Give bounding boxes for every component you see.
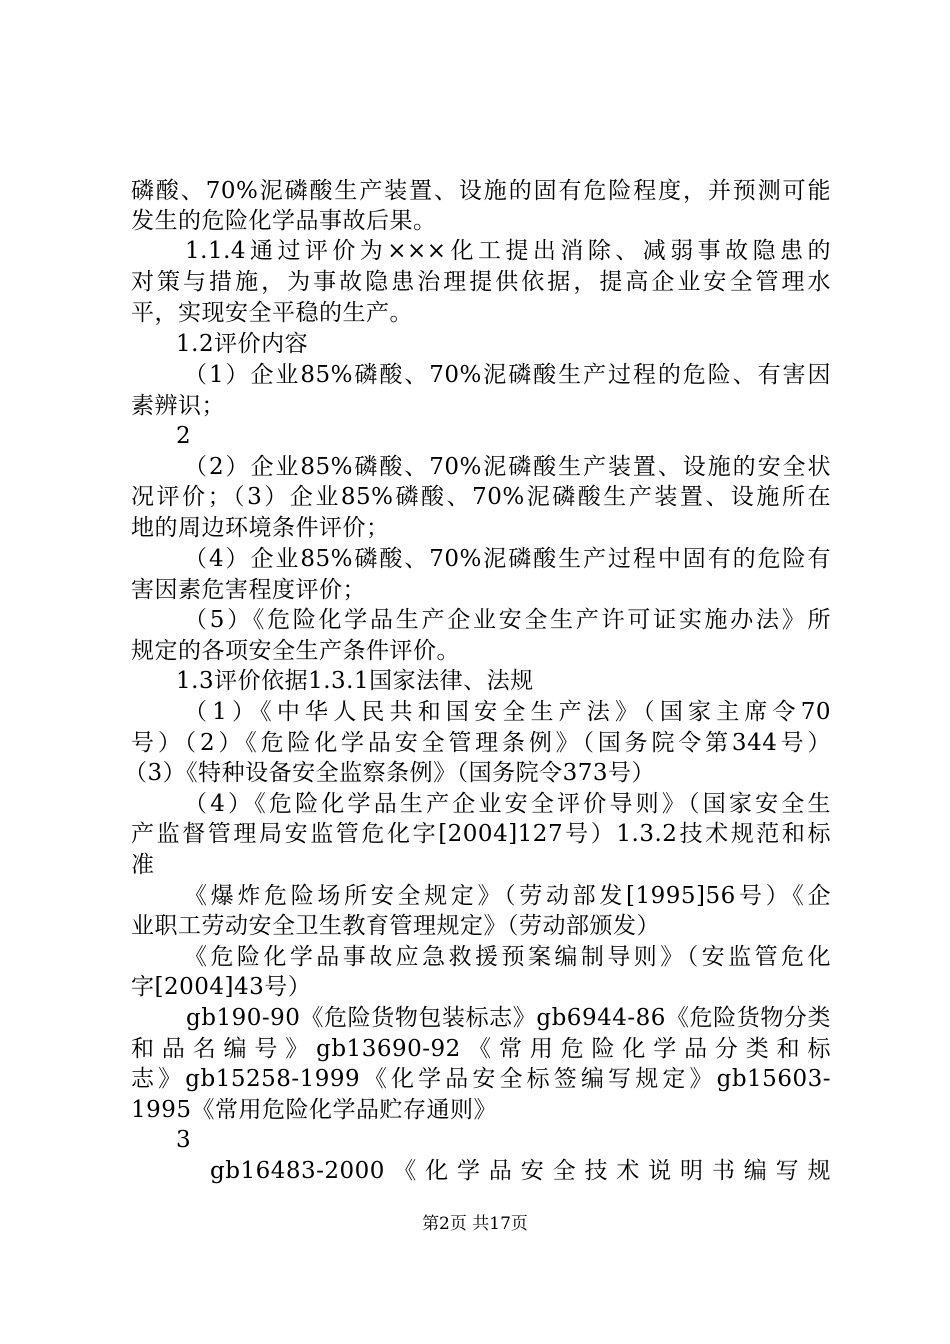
text-line: 《危险化学品事故应急救援预案编制导则》（安监管危化 — [184, 944, 831, 970]
page-marker: 3 — [176, 1127, 192, 1153]
text-line: 产监督管理局安监管危化字[2004]127号）1.3.2技术规范和标 — [131, 821, 831, 847]
text-line: 1.1.4通过评价为×××化工提出消除、减弱事故隐患的 — [185, 238, 831, 264]
text-line: 况评价；（3）企业85%磷酸、70%泥磷酸生产装置、设施所在 — [131, 484, 831, 510]
text-line: 准 — [131, 852, 155, 878]
text-line: 《爆炸危险场所安全规定》（劳动部发[1995]56号）《企 — [184, 883, 831, 909]
text-line: （1）企业85%磷酸、70%泥磷酸生产过程的危险、有害因 — [184, 362, 831, 388]
text-line: 害因素危害程度评价； — [131, 577, 366, 603]
text-line: gb190-90《危险货物包装标志》gb6944-86《危险货物分类 — [186, 1005, 831, 1031]
text-line: gb16483-2000《化学品安全技术说明书编写规 — [210, 1158, 831, 1184]
text-line: 1995《常用危险化学品贮存通则》 — [131, 1097, 498, 1123]
text-line: 平，实现安全平稳的生产。 — [131, 300, 413, 326]
text-line: 发生的危险化学品事故后果。 — [131, 208, 437, 234]
text-line: 志》gb15258-1999《化学品安全标签编写规定》gb15603- — [131, 1066, 831, 1092]
text-line: 磷酸、70%泥磷酸生产装置、设施的固有危险程度，并预测可能 — [131, 178, 831, 204]
text-line: 地的周边环境条件评价； — [131, 515, 390, 541]
section-heading: 1.3评价依据1.3.1国家法律、法规 — [176, 668, 534, 694]
text-line: 业职工劳动安全卫生教育管理规定》（劳动部颁发） — [131, 913, 660, 939]
text-line: （1）《中华人民共和国安全生产法》（国家主席令70 — [184, 699, 831, 725]
page-footer: 第2页 共17页 — [422, 1214, 528, 1234]
text-line: 和品名编号》gb13690-92《常用危险化学品分类和标 — [131, 1036, 831, 1062]
page-marker: 2 — [176, 423, 192, 449]
text-line: （4）《危险化学品生产企业安全评价导则》（国家安全生 — [184, 791, 831, 817]
text-line: 规定的各项安全生产条件评价。 — [131, 638, 460, 664]
text-line: 对策与措施，为事故隐患治理提供依据，提高企业安全管理水 — [131, 269, 831, 295]
text-line: 字[2004]43号） — [131, 974, 312, 1000]
text-line: （4）企业85%磷酸、70%泥磷酸生产过程中固有的危险有 — [184, 546, 831, 572]
section-heading: 1.2评价内容 — [176, 331, 309, 357]
text-line: （3）《特种设备安全监察条例》（国务院令373号） — [124, 760, 656, 786]
text-line: 素辨识； — [131, 393, 225, 419]
text-line: （5）《危险化学品生产企业安全生产许可证实施办法》所 — [184, 607, 831, 633]
text-line: 号）（2）《危险化学品安全管理条例》（国务院令第344号） — [131, 730, 831, 756]
text-line: （2）企业85%磷酸、70%泥磷酸生产装置、设施的安全状 — [184, 454, 831, 480]
